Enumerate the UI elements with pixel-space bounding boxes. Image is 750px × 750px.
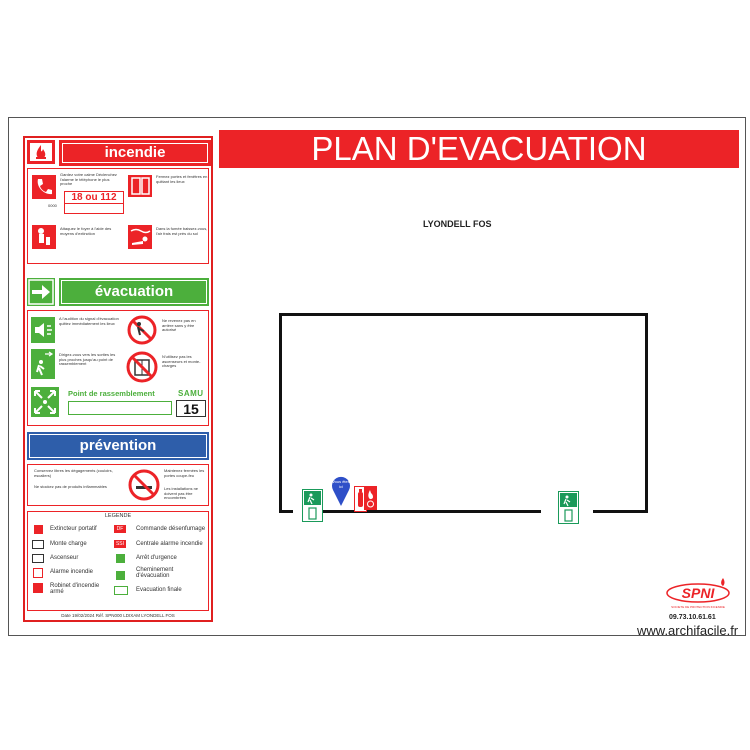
incendie-text-2: Fermez portes et fenêtres en quittant les lieux: [156, 174, 208, 184]
emergency-exit-sign-1: [302, 489, 323, 522]
legend-box: [27, 511, 209, 611]
no-return-icon: [126, 315, 158, 345]
extinguisher-legend-icon: [34, 525, 43, 534]
alarm-sound-icon: [31, 317, 55, 343]
instruction-panel: [23, 136, 213, 622]
phone-icon: [32, 175, 56, 199]
evacuation-text-2: Ne revenez pas en arrière sans y être autorisé: [162, 318, 196, 332]
legend-item-evacuation-path: Cheminement d'évacuation: [136, 567, 174, 579]
incendie-title: incendie: [104, 144, 166, 161]
wall-top: [279, 313, 647, 316]
prevention-text-1: Conservez libres les dégagements (couloirs, escaliers): [34, 468, 113, 478]
emergency-number: 18 ou 112: [64, 191, 124, 204]
final-exit-legend-icon: [114, 586, 128, 595]
crawl-smoke-icon: [128, 225, 152, 249]
wall-right: [645, 313, 648, 513]
alarm-panel-legend-icon: SSI: [115, 541, 125, 547]
legend-item-emergency-stop: Arrêt d'urgence: [136, 555, 177, 561]
incendie-box: [27, 168, 209, 264]
prevention-text-2: Ne stockez pas de produits inflammables: [34, 484, 107, 489]
emergency-exit-sign-2: [558, 491, 579, 524]
legend-item-freight-elevator: Monte charge: [50, 541, 87, 547]
logo-text: SPNI: [681, 585, 715, 601]
evacuation-box: [27, 310, 209, 426]
legend-item-extinguisher: Extincteur portatif: [50, 526, 97, 532]
legend-item-elevator: Ascenseur: [50, 555, 79, 561]
evacuation-text-4: N'utilisez pas les ascenseurs et monte-charges: [162, 354, 201, 368]
evacuation-text-1: A l'audition du signal d'évacuation quittez immédiatement les lieux: [59, 316, 119, 326]
legend-title: LEGENDE: [104, 513, 132, 519]
assembly-point-field: [68, 401, 172, 415]
site-name: LYONDELL FOS: [423, 219, 492, 229]
close-doors-icon: [128, 175, 152, 197]
prevention-box: [27, 464, 209, 506]
incendie-text-1: Gardez votre calme Déclenchez l'alarme le téléphone le plus proche: [60, 172, 117, 186]
no-smoking-icon: [128, 469, 160, 501]
extinguisher-use-icon: [32, 225, 56, 249]
evacuation-plan-sheet: [8, 117, 746, 636]
wall-bottom-right: [593, 510, 648, 513]
evacuation-title: évacuation: [94, 283, 174, 300]
incendie-text-4: Dans la fumée baissez-vous, l'air frais est près du sol: [156, 226, 208, 236]
samu-number: 15: [176, 400, 206, 417]
evacuation-path-legend-icon: [116, 571, 125, 580]
wall-left: [279, 313, 282, 513]
prevention-text-3: Maintenez fermées les portes coupe-feu: [164, 468, 205, 478]
legend-item-final-exit: Evacuation finale: [136, 587, 182, 593]
assembly-point-icon: [31, 387, 59, 417]
running-exit-icon: [31, 349, 55, 379]
emergency-stop-legend-icon: [116, 554, 125, 563]
contact-phone: 09.73.10.61.61: [669, 614, 716, 621]
fire-alarm-legend-icon: [33, 568, 43, 578]
freight-elevator-legend-icon: [32, 540, 44, 549]
elevator-legend-icon: [32, 554, 44, 563]
spni-logo: [665, 576, 731, 616]
fire-hose-legend-icon: [33, 583, 43, 593]
legend-item-fire-hose: Robinet d'incendie armé: [50, 583, 100, 595]
prevention-title: prévention: [79, 437, 157, 454]
samu-label: SAMU: [178, 389, 204, 398]
exit-arrow-icon: [27, 278, 55, 306]
prevention-header: [27, 432, 209, 460]
prevention-text-4: Les installations ne doivent pas être encombrées: [164, 486, 199, 500]
website-link[interactable]: www.archifacile.fr: [637, 623, 739, 638]
no-elevator-icon: [126, 351, 158, 383]
title-bar: [219, 130, 739, 168]
you-are-here-marker: [330, 475, 352, 507]
evacuation-header: [59, 278, 209, 306]
incendie-header: [59, 140, 211, 166]
incendie-tiny-num: 0000: [48, 203, 57, 208]
fire-hose-icon: [364, 486, 377, 510]
plan-title: PLAN D'EVACUATION: [311, 130, 647, 167]
logo-subtext: SOCIETE DE PROTECTION INCENDIE: [671, 605, 725, 609]
legend-item-fire-alarm: Alarme incendie: [50, 569, 94, 575]
wall-bottom-left: [279, 510, 293, 513]
assembly-point-label: Point de rassemblement: [68, 389, 155, 398]
evacuation-text-3: Dirigez-vous vers les sorties les plus proches jusqu'au point de rassemblement: [59, 352, 116, 366]
fire-icon: [27, 140, 55, 164]
plan-footer: Date 19/02/2024 Réf. SPN000 LDIXAM LYONDELL FOS: [61, 613, 175, 618]
legend-item-alarm-panel: Centrale alarme incendie: [136, 541, 203, 547]
incendie-text-3: Attaquez le foyer à l'aide des moyens d'extinction: [60, 226, 112, 236]
legend-item-smoke-control: Commande désenfumage: [136, 526, 206, 532]
you-are-here-label: Vous êtes ici: [332, 479, 350, 489]
smoke-control-legend-icon: DF: [114, 525, 126, 533]
